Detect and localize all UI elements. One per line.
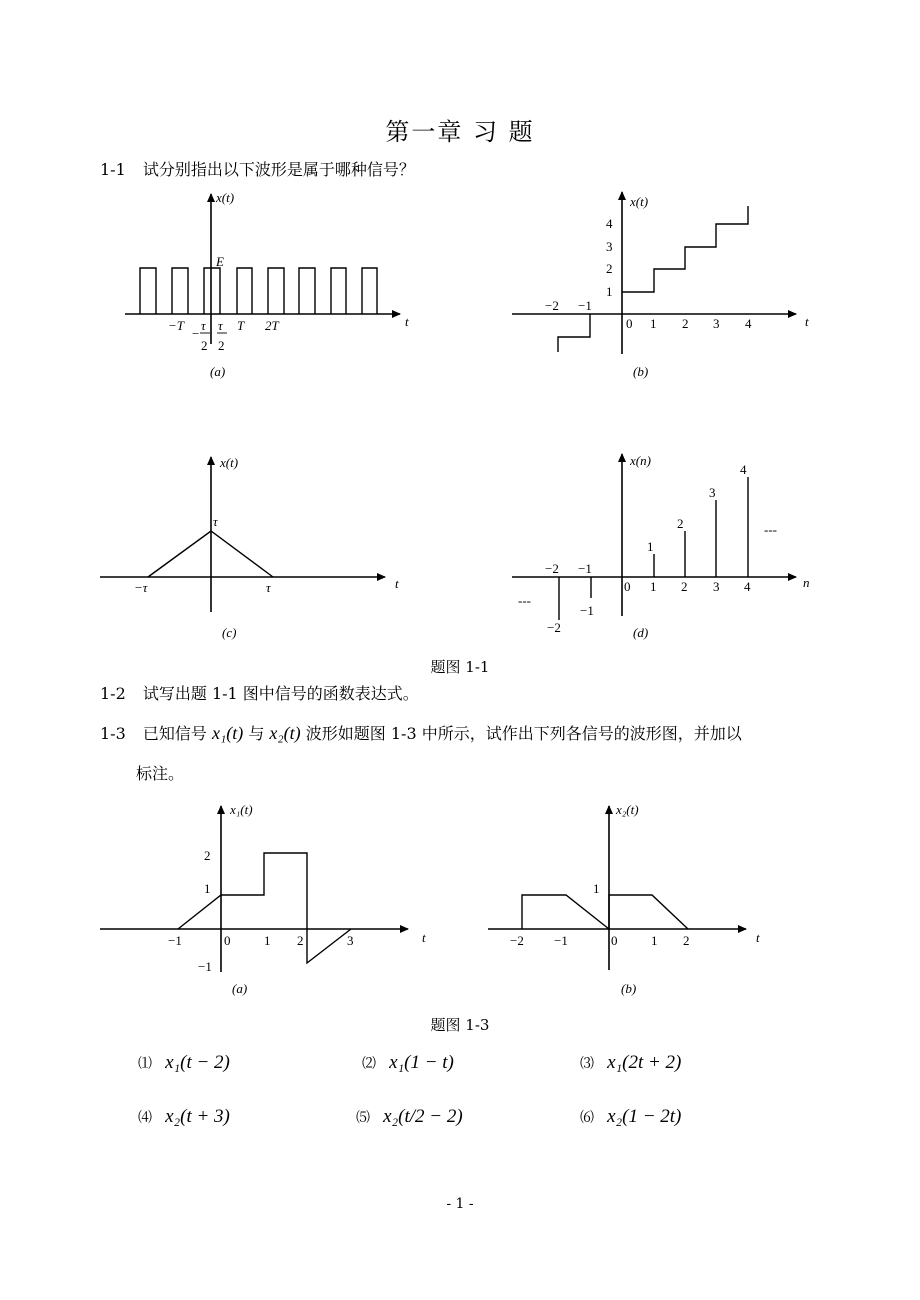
ytick-2: 2 xyxy=(606,261,613,276)
xtick-minus-1: −1 xyxy=(168,933,182,948)
ytick-minus-1: −1 xyxy=(198,959,212,974)
xtick-minus-1: −1 xyxy=(554,933,568,948)
tick-minus-T: −T xyxy=(168,318,185,333)
continuation-right: --- xyxy=(764,522,777,537)
ylabel: x₁(t) xyxy=(230,802,253,817)
xtick-3: 3 xyxy=(347,933,354,948)
tick-tau-left: τ xyxy=(201,318,206,333)
ylabel: x(t) xyxy=(216,190,235,205)
value-minus-1: −1 xyxy=(580,603,594,618)
item-expression: x₁(2t + 2) xyxy=(607,1052,682,1073)
question-text: 与 xyxy=(248,724,265,743)
xlabel: n xyxy=(803,575,810,590)
waveform-x2 xyxy=(522,895,688,929)
ylabel: x(t) xyxy=(220,455,239,470)
item-number: ⑵ xyxy=(362,1056,376,1072)
xtick-minus-2: −2 xyxy=(510,933,524,948)
plot-1-1d xyxy=(512,453,810,640)
item-1 xyxy=(138,1052,230,1074)
item-expression: x₂(t + 3) xyxy=(165,1106,230,1127)
tick-T: T xyxy=(237,318,245,333)
question-number: 1-2 xyxy=(100,684,126,703)
ylabel: x(t) xyxy=(630,194,649,209)
continuation-left: --- xyxy=(518,593,531,608)
ytick-3: 3 xyxy=(606,239,613,254)
plot-1-3a xyxy=(100,802,426,996)
question-text: 波形如题图 1-3 中所示，试作出下列各信号的波形图，并加以 xyxy=(305,724,742,743)
question-text: 试写出题 1-1 图中信号的函数表达式。 xyxy=(142,684,419,703)
value-3: 3 xyxy=(709,485,716,500)
plot-1-1a xyxy=(125,190,409,379)
item-4 xyxy=(138,1106,230,1128)
value-4: 4 xyxy=(740,462,747,477)
tick-2T: 2T xyxy=(265,318,279,333)
ytick-2: 2 xyxy=(204,848,211,863)
tick-minus-sign: − xyxy=(192,326,200,341)
value-2: 2 xyxy=(677,516,684,531)
signal-x1: x₁(t) xyxy=(211,723,244,743)
page-number: - 1 - xyxy=(446,1196,474,1212)
xlabel: t xyxy=(405,314,409,329)
plot-1-1c xyxy=(100,455,399,640)
item-number: ⑹ xyxy=(580,1110,594,1126)
xtick-3: 3 xyxy=(713,316,720,331)
xtick-minus-2: −2 xyxy=(545,561,559,576)
xtick-minus-tau: −τ xyxy=(134,580,148,595)
item-5 xyxy=(356,1106,463,1128)
plot-1-1b xyxy=(512,192,809,379)
figure-caption-1-1: 题图 1-1 xyxy=(430,658,490,676)
item-expression: x₂(t/2 − 2) xyxy=(383,1106,463,1127)
subfig-label-b: (b) xyxy=(621,981,637,996)
xlabel: t xyxy=(395,576,399,591)
xlabel: t xyxy=(756,930,760,945)
subfig-label-b: (b) xyxy=(633,364,649,379)
xtick-1: 1 xyxy=(650,316,657,331)
xtick-4: 4 xyxy=(745,316,752,331)
xtick-1: 1 xyxy=(651,933,658,948)
value-minus-2: −2 xyxy=(547,620,561,635)
page-title: 第一章 习 题 xyxy=(385,118,535,146)
question-number: 1-3 xyxy=(100,724,126,743)
value-1: 1 xyxy=(647,539,654,554)
xtick-0: 0 xyxy=(611,933,618,948)
item-number: ⑶ xyxy=(580,1056,594,1072)
item-6 xyxy=(580,1106,681,1128)
xtick-2: 2 xyxy=(682,316,689,331)
figure-1-3 xyxy=(0,790,920,1005)
xtick-3: 3 xyxy=(713,579,720,594)
tick-tau-right: τ xyxy=(218,318,223,333)
xtick-2: 2 xyxy=(297,933,304,948)
question-1-1 xyxy=(100,162,415,178)
figure-1-1 xyxy=(0,180,920,680)
subfig-label-a: (a) xyxy=(232,981,248,996)
ytick-4: 4 xyxy=(606,216,613,231)
xtick-0: 0 xyxy=(626,316,633,331)
item-expression: x₁(1 − t) xyxy=(389,1052,454,1073)
xtick-minus-2: −2 xyxy=(545,298,559,313)
xtick-0: 0 xyxy=(224,933,231,948)
xtick-tau: τ xyxy=(266,580,271,595)
question-number: 1-1 xyxy=(100,160,126,179)
item-number: ⑷ xyxy=(138,1110,152,1126)
ylabel: x(n) xyxy=(630,453,651,468)
item-expression: x₁(t − 2) xyxy=(165,1052,230,1073)
item-3 xyxy=(580,1052,681,1074)
xlabel: t xyxy=(805,314,809,329)
item-2 xyxy=(362,1052,454,1074)
subfig-label-a: (a) xyxy=(210,364,226,379)
item-number: ⑸ xyxy=(356,1110,370,1126)
xtick-2: 2 xyxy=(683,933,690,948)
question-1-3-cont: 标注。 xyxy=(136,764,185,783)
xtick-minus-1: −1 xyxy=(578,561,592,576)
question-1-2 xyxy=(100,686,419,702)
ylabel: x₂(t) xyxy=(616,802,639,817)
xtick-minus-1: −1 xyxy=(578,298,592,313)
ytick-1: 1 xyxy=(593,881,600,896)
tick-two-right: 2 xyxy=(218,338,225,353)
xtick-4: 4 xyxy=(744,579,751,594)
subfig-label-d: (d) xyxy=(633,625,649,640)
question-1-3 xyxy=(100,724,742,742)
ytick-1: 1 xyxy=(606,284,613,299)
xtick-1: 1 xyxy=(264,933,271,948)
xtick-0: 0 xyxy=(624,579,631,594)
amplitude-label: E xyxy=(216,254,224,269)
xtick-1: 1 xyxy=(650,579,657,594)
peak-label: τ xyxy=(213,514,218,529)
question-text: 已知信号 xyxy=(142,724,207,743)
plot-1-3b xyxy=(488,802,760,996)
signal-x2: x₂(t) xyxy=(269,723,301,743)
item-expression: x₂(1 − 2t) xyxy=(607,1106,682,1127)
question-text: 试分别指出以下波形是属于哪种信号？ xyxy=(142,160,415,179)
ytick-1: 1 xyxy=(204,881,211,896)
figure-caption-1-3: 题图 1-3 xyxy=(430,1016,490,1034)
tick-two-left: 2 xyxy=(201,338,208,353)
xlabel: t xyxy=(422,930,426,945)
subfig-label-c: (c) xyxy=(222,625,237,640)
pulse-train xyxy=(140,268,377,314)
xtick-2: 2 xyxy=(681,579,688,594)
item-number: ⑴ xyxy=(138,1056,152,1072)
